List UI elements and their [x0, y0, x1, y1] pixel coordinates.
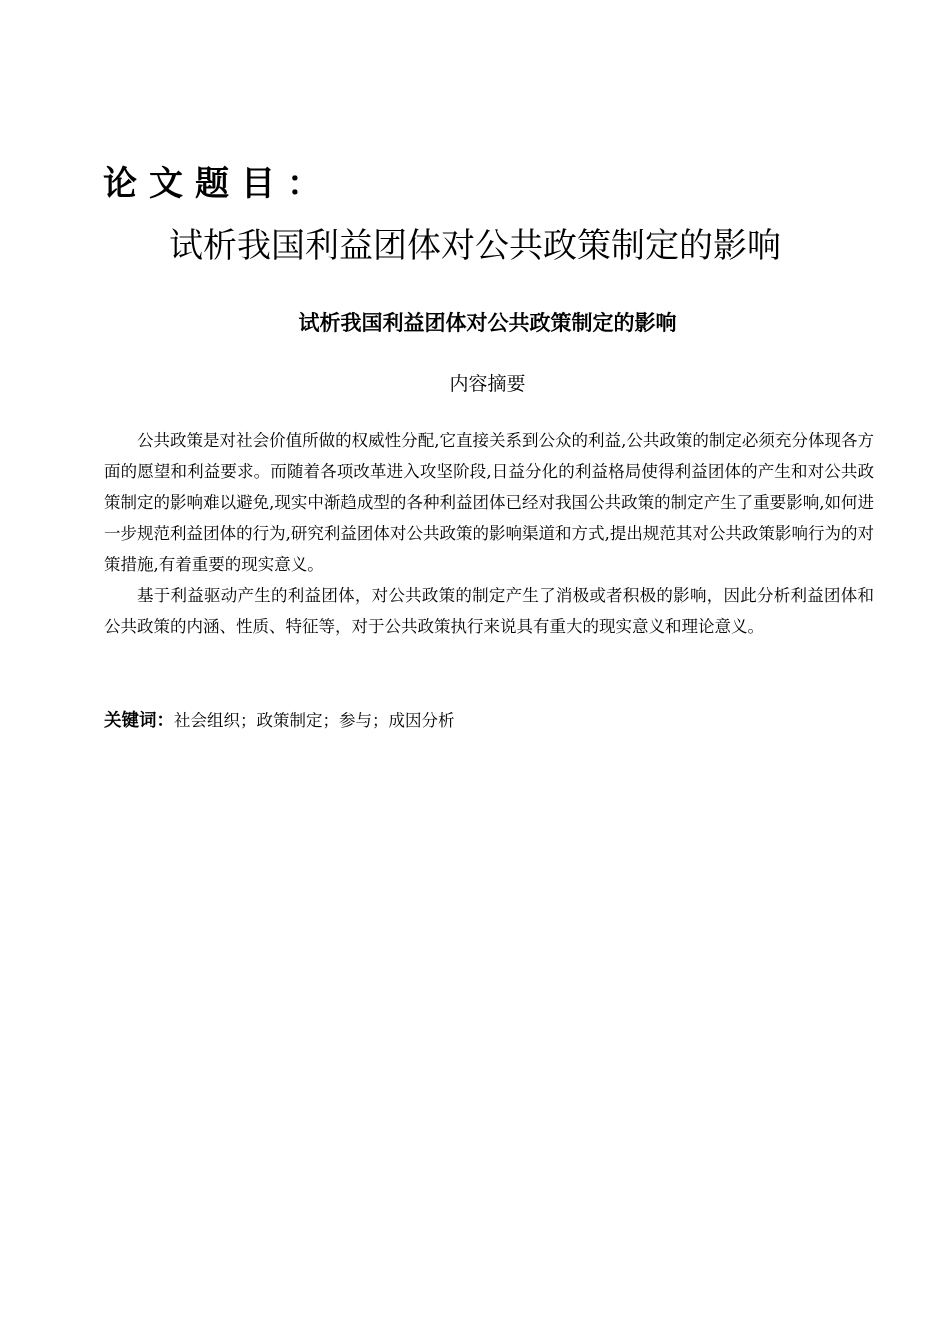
keywords-line: [104, 706, 455, 736]
abstract-body: [104, 425, 874, 642]
abstract-heading: 试析我国利益团体对公共政策制定的影响: [298, 311, 677, 335]
abstract-label: 内容摘要: [449, 373, 526, 395]
abstract-paragraph: 基于利益驱动产生的利益团体，对公共政策的制定产生了消极或者积极的影响，因此分析利益团体和公共政策的内涵、性质、特征等，对于公共政策执行来说具有重大的现实意义和理论意义。: [104, 586, 874, 636]
keywords-label: 关键词：: [104, 711, 174, 731]
thesis-title-label: 论文题目：: [103, 164, 333, 204]
thesis-title: 试析我国利益团体对公共政策制定的影响: [169, 226, 781, 266]
keywords-value: 社会组织；政策制定；参与；成因分析: [174, 711, 455, 730]
abstract-paragraph: 公共政策是对社会价值所做的权威性分配,它直接关系到公众的利益,公共政策的制定必须充分体现各方面的愿望和利益要求。而随着各项改革进入攻坚阶段,日益分化的利益格局使得利益团体的产生和对公共政策制定的影响难以避免,现实中渐趋成型的各种利益团体已经对我国公共政策的制定产生了重要影响,如何进一步规范利益团体的行为,研究利益团体对公共政策的影响渠道和方式,提出规范其对公共政策影响行为的对策措施,有着重要的现实意义。: [104, 431, 874, 574]
